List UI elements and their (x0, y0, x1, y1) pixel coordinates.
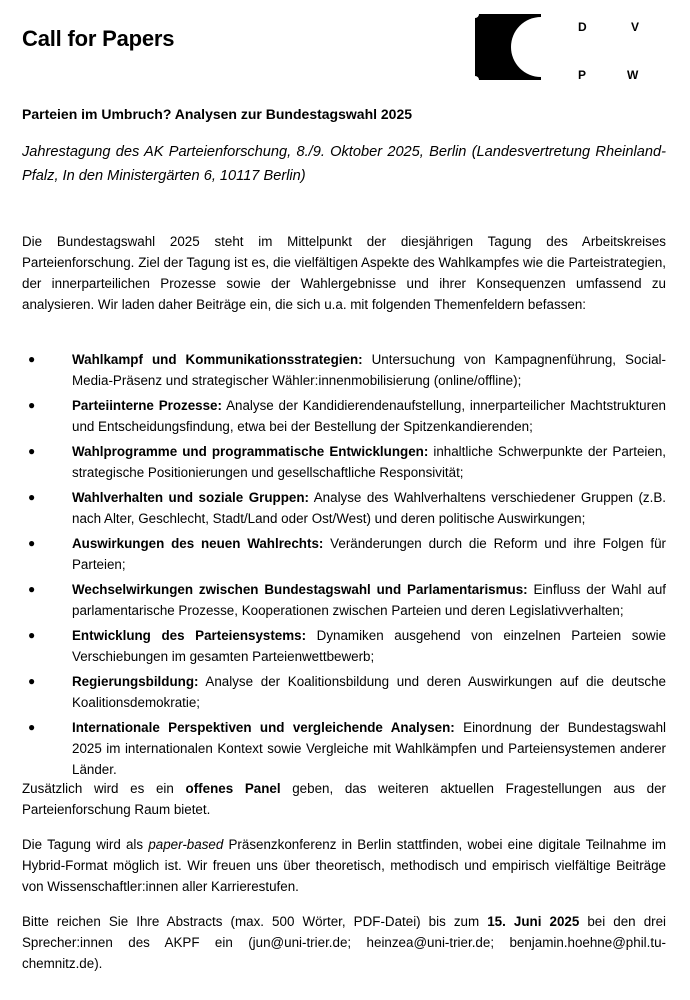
bullet-icon: ● (28, 352, 36, 366)
topic-text: Analyse der Kandidierendenaufstellung, innerparteilicher Machtstrukturen und Entscheidungsfindung, etwa bei der Bestellung der Spitzenkandierenden; (72, 398, 666, 434)
format-emphasis: paper-based (148, 837, 224, 852)
topic-label: Wahlverhalten und soziale Gruppen: (72, 490, 309, 505)
topic-label: Auswirkungen des neuen Wahlrechts: (72, 536, 324, 551)
topic-text: Untersuchung von Kampagnenführung, Social-Media-Präsenz und strategischer Wähler:innenmobilisierung (online/offline); (72, 352, 666, 388)
topic-text: inhaltliche Schwerpunkte der Parteien, strategische Positionierungen und gesellschaftliche Responsivität; (72, 444, 666, 480)
list-item (22, 625, 666, 667)
topic-text: Einfluss der Wahl auf parlamentarische Prozesse, Kooperationen zwischen Parteien und deren Legislativverhalten; (72, 582, 666, 618)
list-item (22, 487, 666, 529)
list-item (22, 349, 666, 391)
submission-text-after: bei den drei Sprecher:innen des AKPF ein (jun@uni-trier.de; heinzea@uni-trier.de; benjamin.hoehne@phil.tu-chemnitz.de). (22, 914, 667, 971)
topic-text: Analyse der Koalitionsbildung und deren Auswirkungen auf die deutsche Koalitionsdemokratie; (72, 674, 666, 710)
intro-paragraph: Die Bundestagswahl 2025 steht im Mittelpunkt der diesjährigen Tagung des Arbeitskreises Parteienforschung. Ziel der Tagung ist es, die vielfältigen Aspekte des Wahlkampfes wie die Parteistrategien, der innerparteilichen Prozesse sowie der Wahlergebnisse und ihrer Konsequenzen umfassend zu analysieren. Wir laden daher Beiträge ein, die sich u.a. mit folgenden Themenfeldern befassen: (22, 234, 666, 312)
list-item (22, 395, 666, 437)
logo-letter-w: W (627, 68, 639, 82)
bullet-icon: ● (28, 674, 36, 688)
submission-text-before: Bitte reichen Sie Ihre Abstracts (max. 500 Wörter, PDF-Datei) bis zum (22, 914, 488, 929)
topic-label: Regierungsbildung: (72, 674, 199, 689)
topic-label: Parteiinterne Prozesse: (72, 398, 222, 413)
bullet-icon: ● (28, 720, 36, 734)
list-item (22, 441, 666, 483)
panel-text-after: geben, das weiteren aktuellen Fragestellungen aus der Parteienforschung Raum bietet. (22, 781, 666, 817)
submission-deadline: 15. Juni 2025 (487, 914, 580, 929)
format-text-before: Die Tagung wird als (22, 837, 149, 852)
topic-text: Veränderungen durch die Reform und ihre Folgen für Parteien; (72, 536, 666, 572)
bullet-icon: ● (28, 628, 36, 642)
conference-title: Parteien im Umbruch? Analysen zur Bundestagswahl 2025 (22, 106, 413, 122)
topic-text: Analyse des Wahlverhaltens verschiedener Gruppen (z.B. nach Alter, Geschlecht, Stadt/Land oder Ost/West) und deren politische Auswirkungen; (72, 490, 667, 526)
logo-mark-icon (475, 14, 541, 80)
conference-details: Jahrestagung des AK Parteienforschung, 8./9. Oktober 2025, Berlin (Landesvertretung Rheinland-Pfalz, In den Ministergärten 6, 10117 Berlin) (22, 144, 666, 184)
format-paragraph (22, 834, 666, 897)
dvpw-logo (475, 14, 675, 84)
bullet-icon: ● (28, 398, 36, 412)
topic-list (22, 349, 666, 784)
logo-letter-v: V (631, 20, 640, 34)
topic-text: Einordnung der Bundestagswahl 2025 im internationalen Kontext sowie Vergleiche mit Wahlkämpfen und Parteiensystemen anderer Länder. (72, 720, 667, 777)
list-item (22, 579, 666, 621)
format-text-after: Präsenzkonferenz in Berlin stattfinden, wobei eine digitale Teilnahme im Hybrid-Format möglich ist. Wir freuen uns über theoretisch, methodisch und empirisch vielfältige Beiträge von Wissenschaftler:innen aller Karrierestufen. (22, 837, 666, 894)
list-item (22, 717, 666, 780)
submission-paragraph (22, 911, 666, 974)
topic-label: Internationale Perspektiven und vergleichende Analysen: (72, 720, 455, 735)
list-item (22, 533, 666, 575)
bullet-icon: ● (28, 536, 36, 550)
topic-label: Wahlprogramme und programmatische Entwicklungen: (72, 444, 429, 459)
bullet-icon: ● (28, 444, 36, 458)
topic-label: Entwicklung des Parteiensystems: (72, 628, 307, 643)
panel-paragraph (22, 778, 666, 820)
topic-label: Wahlkampf und Kommunikationsstrategien: (72, 352, 363, 367)
panel-emphasis: offenes Panel (185, 781, 281, 796)
panel-text-before: Zusätzlich wird es ein (22, 781, 186, 796)
bullet-icon: ● (28, 490, 36, 504)
topic-text: Dynamiken ausgehend von einzelnen Parteien sowie Verschiebungen im gesamten Parteienwettbewerb; (72, 628, 666, 664)
list-item (22, 671, 666, 713)
logo-letter-p: P (578, 68, 587, 82)
bullet-icon: ● (28, 582, 36, 596)
logo-letter-d: D (578, 20, 587, 34)
page-title: Call for Papers (22, 26, 175, 51)
topic-label: Wechselwirkungen zwischen Bundestagswahl und Parlamentarismus: (72, 582, 528, 597)
